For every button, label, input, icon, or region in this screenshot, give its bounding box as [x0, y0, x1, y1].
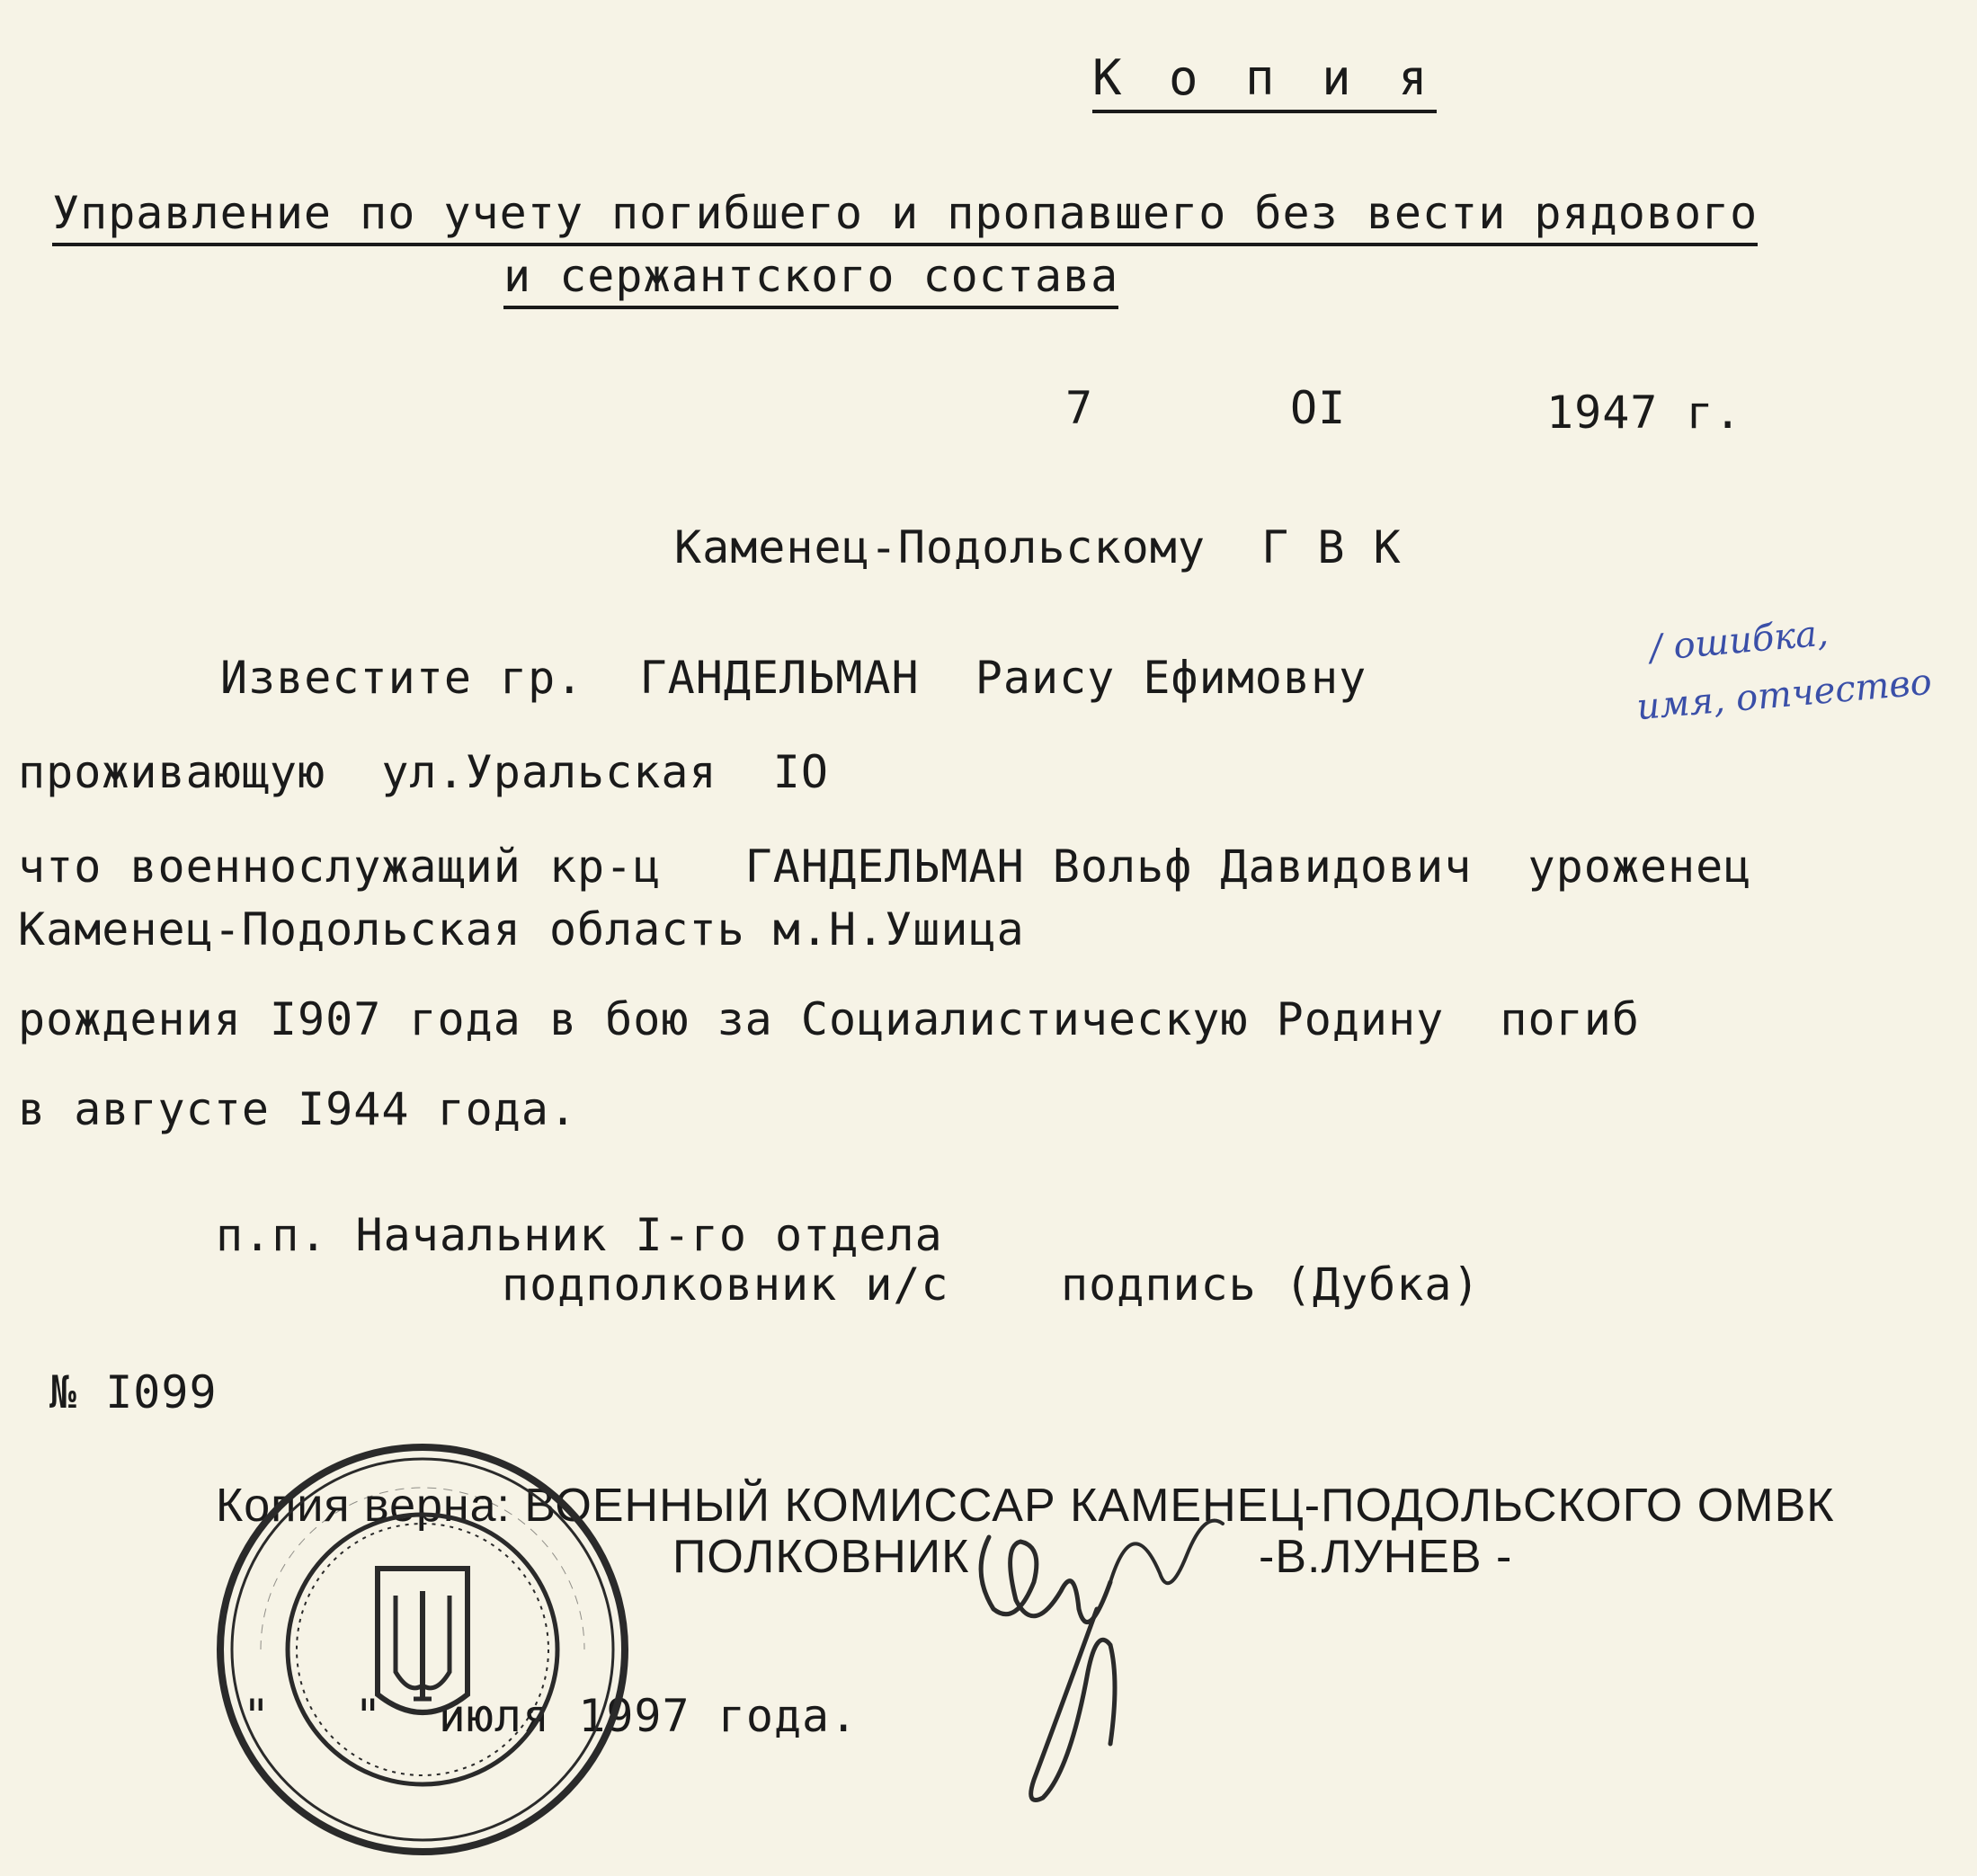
handwritten-note-line-2: имя, отчество — [1634, 661, 1934, 729]
addressee: Каменец-Подольскому Г В К — [674, 521, 1402, 573]
header-line-2: и сержантского состава — [503, 250, 1118, 309]
document-number: № I099 — [49, 1366, 218, 1418]
copy-title: К о п и я — [1092, 49, 1437, 113]
birth-line: рождения I907 года в бою за Социалистическую Родину погиб — [18, 993, 1640, 1045]
region-line: Каменец-Подольская область м.Н.Ушица — [18, 903, 1025, 956]
signatory-line-2: подполковник и/с подпись (Дубка) — [502, 1258, 1481, 1311]
signatory-line-1: п.п. Начальник I-го отдела — [216, 1209, 943, 1261]
date-day: 7 — [1065, 382, 1094, 434]
header-line-1: Управление по учету погибшего и пропавшего без вести рядового — [52, 187, 1758, 246]
certification-rank: ПОЛКОВНИК — [672, 1531, 970, 1583]
handwritten-signature — [953, 1474, 1250, 1834]
soldier-line: что военнослужащий кр-ц ГАНДЕЛЬМАН Вольф Давидович уроженец — [18, 840, 1752, 893]
death-line: в августе I944 года. — [18, 1083, 578, 1135]
official-seal — [207, 1434, 638, 1865]
date-month: OI — [1290, 382, 1347, 434]
trident-icon — [378, 1569, 468, 1712]
address-line: проживающую ул.Уральская IO — [18, 746, 829, 798]
certification-name: -В.ЛУНЕВ - — [1259, 1531, 1513, 1583]
certification-line-1: Копия верна: ВОЕННЫЙ КОМИССАР КАМЕНЕЦ-ПОДОЛЬСКОГО ОМВК — [216, 1480, 1835, 1532]
notify-line: Известите гр. ГАНДЕЛЬМАН Раису Ефимовну — [220, 652, 1367, 704]
date-year: 1947 г. — [1546, 387, 1742, 439]
certification-date: " " июля 1997 года. — [243, 1690, 859, 1742]
handwritten-note-line-1: / ошибка, — [1648, 612, 1830, 670]
